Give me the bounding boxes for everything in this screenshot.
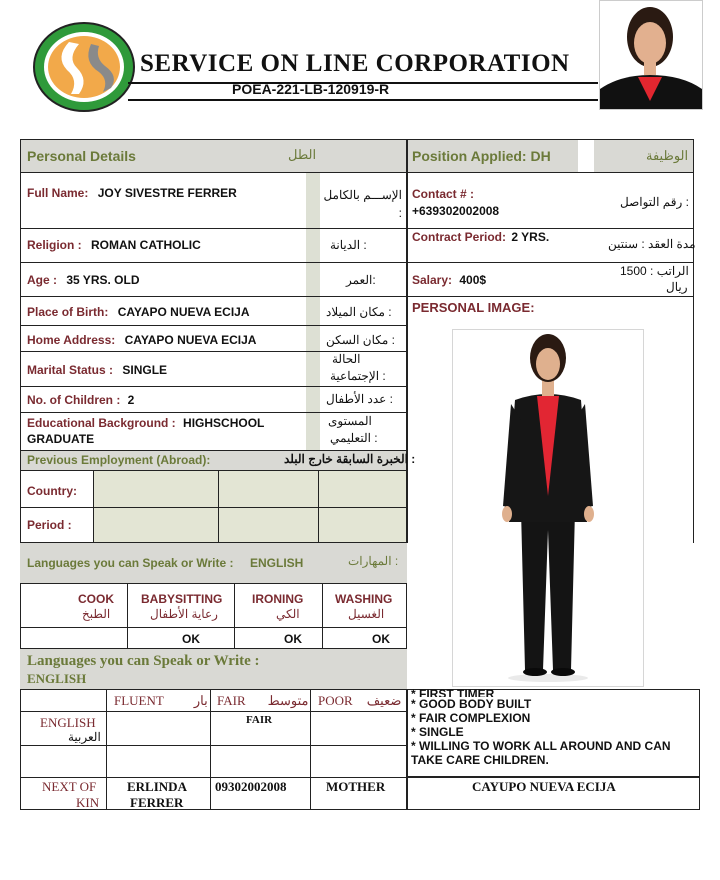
salary-row: Salary: 400$ [412,273,487,287]
contact-label: Contact # : [412,187,475,201]
salary-ar-2: ريال [666,280,688,294]
place-of-birth-ar: مكان الميلاد : [326,305,392,319]
applicant-photo-small [599,0,703,110]
skill-cook-ar: الطبخ [82,607,111,621]
next-of-kin-address: CAYUPO NUEVA ECIJA [472,779,616,794]
position-header-gap [578,140,594,172]
religion-value: ROMAN CATHOLIC [91,238,201,252]
country-label: Country: [27,484,77,498]
education-row: Educational Background : HIGHSCHOOL [27,416,265,430]
skill-ironing-ar: الكي [276,607,300,621]
next-of-kin-phone: 09302002008 [215,779,287,794]
license-number: POEA-221-LB-120919-R [232,81,390,97]
home-address-value: CAYAPO NUEVA ECIJA [124,333,257,347]
country-cell-3[interactable] [319,471,406,507]
label-stripe [306,173,320,450]
company-logo [33,22,137,112]
children-ar: عدد الأطفال : [326,392,393,406]
skills-languages-label: Languages you can Speak or Write : [27,556,234,570]
personal-details-title-ar: الطل [288,147,317,162]
full-name-row: Full Name: JOY SIVESTRE FERRER [27,186,237,200]
skills-ar: المهارات : [348,554,399,568]
lang-poor: POOR ضعيف [318,693,402,708]
skill-washing-ar: الغسيل [348,607,385,621]
full-name-value: JOY SIVESTRE FERRER [97,186,237,200]
salary-ar-1: الراتب : 1500 [620,264,689,278]
skill-babysitting-ar: رعاية الأطفال [150,607,218,621]
position-title-ar: الوظيفة [646,148,689,163]
previous-employment-ar: الخبرة السابقة خارج البلد : [284,452,416,466]
lang-fair: FAIR متوسط [217,693,309,708]
education-value-1: HIGHSCHOOL [183,416,265,430]
position-title: Position Applied: DH [412,148,551,164]
country-cell-1[interactable] [94,471,218,507]
contract-value: 2 YRS. [511,230,550,244]
remark-children: TAKE CARE CHILDREN. [411,753,549,767]
contract-row: Contract Period: 2 YRS. [412,230,550,244]
skills-languages-value: ENGLISH [250,556,304,570]
contact-value: +639302002008 [412,204,500,218]
next-of-kin-name-2: FERRER [130,795,184,810]
remarks-list [411,687,671,767]
skill-cook: COOK [78,592,114,606]
remark-first-timer: * FIRST TIMER [411,687,495,697]
remark-willing: * WILLING TO WORK ALL AROUND AND CAN [411,739,671,753]
marital-status-ar-1: الحالة [332,352,361,366]
education-ar-1: المستوى [328,414,372,428]
education-value-2: GRADUATE [27,432,95,446]
lang-fluent: FLUENT بار [114,693,208,708]
home-address-row: Home Address: CAYAPO NUEVA ECIJA [27,333,257,347]
home-address-ar: مكان السكن : [326,333,395,347]
children-row: No. of Children : 2 [27,393,135,407]
age-value: 35 YRS. OLD [66,273,140,287]
header-underline-bottom [128,99,598,101]
skill-washing: WASHING [335,592,393,606]
next-of-kin-label-2: KIN [76,795,100,810]
religion-ar: الديانة : [330,238,367,252]
marital-status-ar-2: الإجتماعية : [330,369,386,383]
skill-babysitting: BABYSITTING [141,592,223,606]
period-cell-3[interactable] [319,508,406,542]
period-label: Period : [27,518,72,532]
next-of-kin-label-1: NEXT OF [42,779,97,794]
lang-english: ENGLISH [40,715,96,730]
company-name: SERVICE ON LINE CORPORATION [140,50,570,77]
previous-employment-label: Previous Employment (Abroad): [27,453,211,467]
remark-complexion: * FAIR COMPLEXION [411,711,531,725]
languages-title: Languages you can Speak or Write : [27,653,260,669]
period-cell-2[interactable] [219,508,318,542]
lang-english-level: FAIR [246,714,273,726]
remark-single: * SINGLE [411,725,464,739]
skill-ironing-value: OK [284,632,302,646]
personal-image [452,329,644,687]
period-cell-1[interactable] [94,508,218,542]
contact-ar: رقم التواصل : [620,195,689,209]
age-row: Age : 35 YRS. OLD [27,273,140,287]
contract-ar: مدة العقد : سنتين [608,237,696,251]
children-value: 2 [127,393,135,407]
personal-image-label: PERSONAL IMAGE: [412,300,535,315]
full-name-ar: الإســـم بالكامل : [323,188,402,220]
salary-value: 400$ [459,273,487,287]
skill-babysitting-value: OK [182,632,200,646]
marital-status-value: SINGLE [122,363,168,377]
languages-value: ENGLISH [27,671,87,686]
skill-washing-value: OK [372,632,390,646]
education-ar-2: التعليمي : [330,431,378,445]
personal-details-title: Personal Details [27,148,136,164]
skill-ironing: IRONING [252,592,304,606]
next-of-kin-relation: MOTHER [326,779,386,794]
marital-status-row: Marital Status : SINGLE [27,363,168,377]
place-of-birth-row: Place of Birth: CAYAPO NUEVA ECIJA [27,305,250,319]
age-ar: العمر: [346,273,376,287]
remark-body: * GOOD BODY BUILT [411,697,532,711]
country-cell-2[interactable] [219,471,318,507]
religion-row: Religion : ROMAN CATHOLIC [27,238,201,252]
next-of-kin-name-1: ERLINDA [127,779,187,794]
lang-arabic: العربية [68,730,101,744]
place-of-birth-value: CAYAPO NUEVA ECIJA [117,305,250,319]
